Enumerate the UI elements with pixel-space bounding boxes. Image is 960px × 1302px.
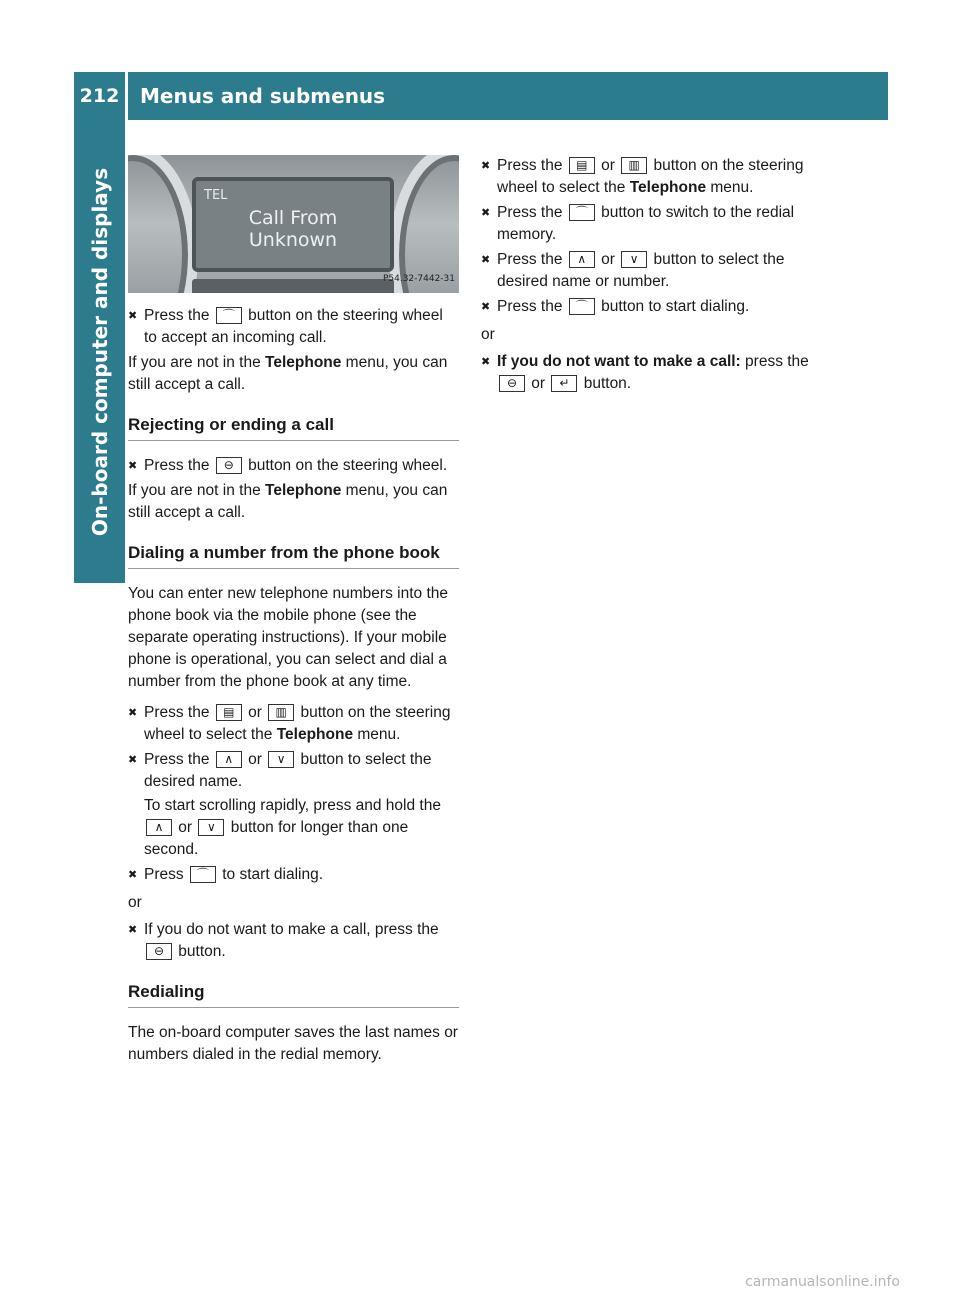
text: Press the (144, 457, 214, 474)
text: menu. (706, 179, 754, 196)
paragraph: You can enter new telephone numbers into the phone book via the mobile phone (see the separate operating instructions). If your mobile phone is operational, you can select and dial a number from the phone book at any time. (128, 585, 448, 690)
step-select-menu (128, 702, 459, 746)
step-redial-memory (481, 202, 816, 246)
heading-reject: Rejecting or ending a call (128, 414, 459, 441)
text: button on the steering wheel. (243, 457, 448, 474)
display-photo (128, 155, 459, 293)
phone-pickup-icon: ⌒ (569, 204, 595, 221)
text: To start scrolling rapidly, press and hold the (144, 797, 441, 814)
bold-text: Telephone (265, 482, 342, 499)
bold-text: Telephone (629, 179, 707, 196)
step-accept-call (128, 305, 459, 349)
paragraph (128, 480, 459, 524)
text: Press the (497, 204, 567, 221)
text: button on the steering wheel to accept an incoming call. (144, 307, 443, 346)
text: menu, you can still accept a call. (128, 482, 448, 521)
text: Press (144, 866, 188, 883)
step-select-menu (481, 155, 816, 199)
text: menu, you can still accept a call. (128, 354, 448, 393)
page-number: 212 (74, 72, 125, 120)
menu-left-icon: ▤ (569, 157, 595, 174)
phone-pickup-icon: ⌒ (216, 307, 242, 324)
watermark: carmanualsonline.info (745, 1274, 900, 1290)
section-tab-label: On-board computer and displays (87, 167, 112, 536)
text: button for longer than one second. (144, 819, 409, 858)
photo-code: P54.32-7442-31 (382, 274, 455, 284)
step-reject-call (128, 455, 459, 477)
text: or (174, 819, 197, 836)
text: Press the (497, 251, 567, 268)
menu-left-icon: ▤ (216, 704, 242, 721)
step-cancel (128, 919, 459, 963)
text: button on the steering wheel to select the (497, 157, 804, 196)
text: button to start dialing. (596, 298, 750, 315)
text: or (243, 704, 267, 721)
text: button. (579, 375, 632, 392)
text: Press the (144, 751, 214, 768)
text: button. (174, 943, 226, 960)
down-icon: ∨ (268, 751, 294, 768)
text: If you are not in the (128, 354, 266, 371)
paragraph (128, 352, 459, 396)
bold-text: Telephone (265, 354, 342, 371)
text: If you do not want to make a call, press the (144, 921, 439, 938)
step-cancel (481, 351, 816, 395)
step-select-number (481, 249, 816, 293)
bold-text: If you do not want to make a call: (497, 353, 741, 370)
phone-hangup-icon: ⊖ (146, 943, 172, 960)
up-icon: ∧ (569, 251, 595, 268)
section-tab (74, 120, 125, 583)
text: to start dialing. (217, 866, 324, 883)
text: Press the (497, 298, 567, 315)
paragraph: The on-board computer saves the last names or numbers dialed in the redial memory. (128, 1024, 458, 1063)
text: button to switch to the redial memory. (497, 204, 795, 243)
page-title: Menus and submenus (128, 72, 888, 120)
step-dial (128, 864, 459, 886)
heading-dial: Dialing a number from the phone book (128, 542, 459, 569)
text: Press the (497, 157, 567, 174)
text: button to select the desired name or number. (497, 251, 785, 290)
display-bar (192, 279, 394, 293)
text: button to select the desired name. (144, 751, 432, 790)
step-select-name (128, 749, 459, 861)
back-icon: ↵ (551, 375, 577, 392)
gauge-left (128, 155, 198, 293)
display-line-1: Call From (248, 207, 338, 229)
menu-right-icon: ▥ (621, 157, 647, 174)
phone-hangup-icon: ⊖ (499, 375, 525, 392)
text: or (243, 751, 267, 768)
text: Press the (144, 307, 214, 324)
phone-pickup-icon: ⌒ (569, 298, 595, 315)
text: button on the steering wheel to select the (144, 704, 451, 743)
display-label: TEL (204, 188, 228, 203)
right-column (481, 155, 816, 398)
text: or (527, 375, 550, 392)
phone-pickup-icon: ⌒ (190, 866, 216, 883)
display-line-2: Unknown (248, 229, 338, 251)
step-note (144, 795, 459, 861)
down-icon: ∨ (198, 819, 224, 836)
up-icon: ∧ (146, 819, 172, 836)
text: or (596, 157, 620, 174)
phone-hangup-icon: ⊖ (216, 457, 242, 474)
left-column (128, 155, 459, 1075)
text: Press the (144, 704, 214, 721)
menu-right-icon: ▥ (268, 704, 294, 721)
text: or (596, 251, 620, 268)
text: press the (740, 353, 809, 370)
or-text: or (128, 894, 142, 911)
text: If you are not in the (128, 482, 266, 499)
heading-redial: Redialing (128, 981, 459, 1008)
bold-text: Telephone (276, 726, 354, 743)
text: menu. (353, 726, 401, 743)
up-icon: ∧ (216, 751, 242, 768)
or-text: or (481, 326, 495, 343)
step-dial (481, 296, 816, 318)
down-icon: ∨ (621, 251, 647, 268)
multifunction-display (192, 177, 394, 272)
